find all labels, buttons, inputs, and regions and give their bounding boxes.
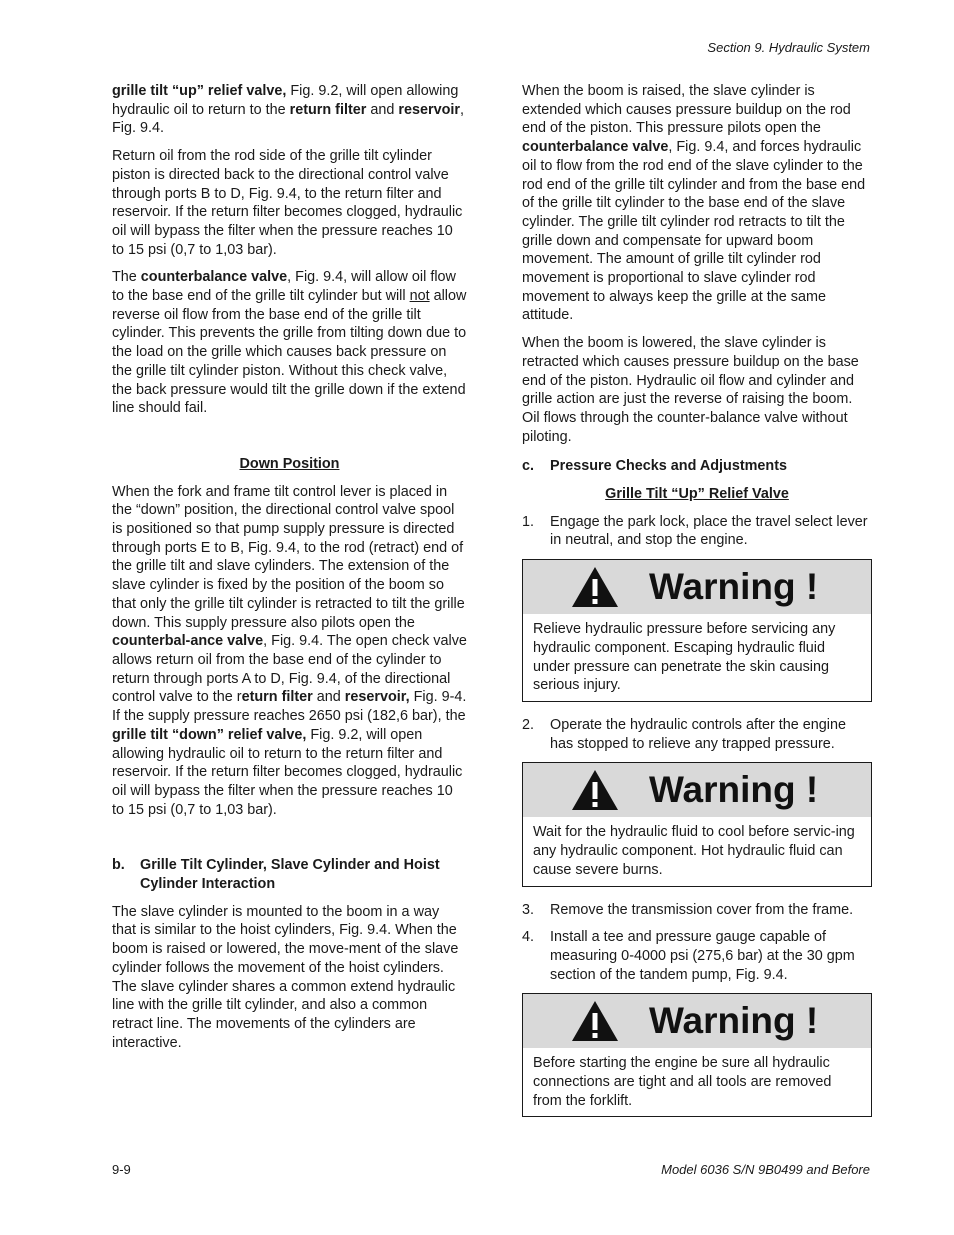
underlined-term: not	[409, 288, 430, 305]
step-number: 3.	[522, 901, 535, 918]
warning-box	[522, 559, 872, 702]
left-column	[112, 82, 467, 1061]
warning-text: Relieve hydraulic pressure before servicing any hydraulic component. Escaping hydraulic fluid under pressure can penetrate the skin causing serious injury.	[533, 621, 836, 694]
warning-banner	[523, 560, 871, 614]
warning-title: Warning !	[649, 769, 819, 811]
warning-title: Warning !	[649, 1000, 819, 1042]
warning-box	[522, 993, 872, 1117]
model-footer: Model 6036 S/N 9B0499 and Before	[661, 1162, 870, 1177]
paragraph: When the fork and frame tilt control lever is placed in the “down” position, the directional control valve spool is positioned so that pump supply pressure is directed through ports E to B, Fig. 9.4, to the rod (retract) end of the grille tilt and slave cylinders. The extension of the slave cylinder is fixed by the position of the boom so that only the grille tilt cylinder is retracted to tilt the grille down. This supply pressure also pilots open the counterbal-ance valve, Fig. 9.4. The open check valve allows return oil from the base end of the cylinder to return through ports A to D, Fig. 9.4, of the directional control valve to the return filter and reservoir, Fig. 9-4. If the supply pressure reaches 2650 psi (182,6 bar), the grille tilt “down” relief valve, Fig. 9.2, will open allowing hydraulic oil to return to the return filter and reservoir. If the return filter becomes clogged, hydraulic oil will bypass the filter when the pressure reaches 10 to 15 psi (0,7 to 1,03 bar).	[112, 483, 467, 818]
step-text: Engage the park lock, place the travel select lever in neutral, and stop the engine.	[550, 513, 868, 549]
step-text: Operate the hydraulic controls after the engine has stopped to relieve any trapped pressure.	[550, 716, 846, 752]
bold-term: reservoir,	[344, 689, 410, 706]
step-item	[522, 513, 872, 550]
down-position-heading: Down Position	[239, 455, 340, 472]
warning-triangle-icon	[571, 566, 619, 608]
step-item	[522, 928, 872, 984]
bold-term: counterbalance valve	[140, 269, 288, 286]
bold-term: eturn filter	[241, 689, 313, 706]
warning-triangle-icon	[571, 769, 619, 811]
step-number: 4.	[522, 929, 535, 946]
step-number: 1.	[522, 513, 535, 530]
warning-triangle-icon	[571, 1000, 619, 1042]
paragraph: When the boom is raised, the slave cylinder is extended which causes pressure buildup on the rod end of the piston. This pressure pilots open the counterbalance valve, Fig. 9.4, and forces hydraulic oil to flow from the rod end of the slave cylinder to the rod end of the grille tilt cylinder and from the base end of the grille tilt cylinder to the base end of the slave cylinder. The grille tilt cylinder rod retracts to tilt the grille down and compensate for upward boom movement. The amount of grille tilt cylinder rod movement is proportional to slave cylinder rod movement to always keep the grille at the same attitude.	[522, 83, 866, 324]
page-number: 9-9	[112, 1162, 131, 1177]
step-item	[522, 716, 872, 753]
warning-title: Warning !	[649, 566, 819, 608]
relief-valve-heading: Grille Tilt “Up” Relief Valve	[605, 486, 789, 503]
step-text: Remove the transmission cover from the frame.	[550, 901, 854, 918]
step-text: Install a tee and pressure gauge capable of measuring 0-4000 psi (275,6 bar) at the 30 gpm section of the tandem pump, Fig. 9.4.	[550, 929, 855, 983]
paragraph: When the boom is lowered, the slave cylinder is retracted which causes pressure buildup on the base end of the piston. Hydraulic oil flow and cylinder and grille action are just the reverse of raising the boom. Oil flows through the counter-balance valve without piloting.	[522, 335, 859, 445]
section-title: Grille Tilt Cylinder, Slave Cylinder and Hoist Cylinder Interaction	[140, 857, 440, 893]
running-header: Section 9. Hydraulic System	[707, 40, 870, 55]
bold-term: counterbalance valve	[522, 139, 669, 156]
step-item	[522, 901, 872, 920]
paragraph: The counterbalance valve, Fig. 9.4, will allow oil flow to the base end of the grille tilt cylinder but will not allow reverse oil flow from the base end of the grille tilt cylinder. This prevents the grille from tilting down due to the load on the grille which causes back pressure on the grille tilt cylinder piston. Without this check valve, the back pressure would tilt the grille down if the extend line should fail.	[112, 269, 467, 417]
section-b-heading	[112, 856, 467, 893]
step-number: 2.	[522, 716, 535, 733]
section-c-heading	[522, 457, 872, 476]
warning-banner	[523, 763, 871, 817]
bold-term: grille tilt “up” relief valve,	[112, 83, 287, 99]
section-letter: b.	[112, 857, 125, 874]
section-title: Pressure Checks and Adjustments	[550, 458, 787, 475]
bold-term: return filter	[289, 101, 367, 118]
paragraph: The slave cylinder is mounted to the boom in a way that is similar to the hoist cylinders, Fig. 9.4. When the boom is raised or lowered, the move-ment of the slave cylinder follows the movement of the hoist cylinders. The slave cylinder shares a common extend hydraulic line with the grille tilt cylinder, and also a common retract line. The movements of the cylinders are interactive.	[112, 903, 459, 1051]
section-letter: c.	[522, 458, 535, 475]
warning-text: Wait for the hydraulic fluid to cool before servic-ing any hydraulic component. Hot hydraulic fluid can cause severe burns.	[533, 824, 855, 878]
warning-text: Before starting the engine be sure all hydraulic connections are tight and all tools are removed from the forklift.	[533, 1055, 832, 1109]
right-column	[522, 82, 872, 1131]
warning-box	[522, 762, 872, 886]
bold-term: counterbal-ance valve	[112, 633, 264, 650]
paragraph: Return oil from the rod side of the grille tilt cylinder piston is directed back to the directional control valve through ports B to D, Fig. 9.4, to the return filter and reservoir. If the return filter becomes clogged, hydraulic oil will bypass the filter when the pressure reaches 10 to 15 psi (0,7 to 1,03 bar).	[112, 148, 463, 258]
bold-term: reservoir	[398, 101, 460, 118]
paragraph: grille tilt “up” relief valve, Fig. 9.2, will open allowing hydraulic oil to return to the return filter and reservoir, Fig. 9.4.	[112, 83, 464, 137]
bold-term: grille tilt “down” relief valve,	[112, 726, 307, 743]
warning-banner	[523, 994, 871, 1048]
